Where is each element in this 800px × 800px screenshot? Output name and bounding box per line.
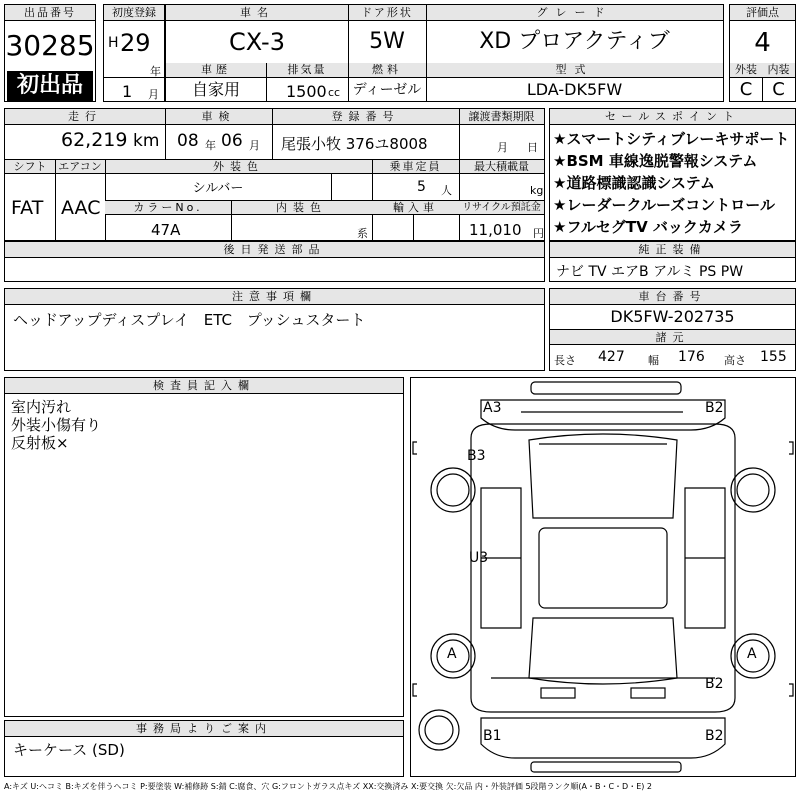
- interior-grade: C: [772, 79, 785, 100]
- interior-label: 内装: [762, 63, 795, 78]
- max-load-label: 最大積載量: [459, 160, 544, 174]
- plate-number: 尾張小牧 376ユ8008: [281, 135, 428, 153]
- office-notice-box: [4, 720, 404, 777]
- height-label: 高さ: [724, 354, 746, 367]
- door-type: 5W: [369, 29, 405, 54]
- history-label: 車歴: [166, 63, 266, 78]
- era: H: [108, 35, 119, 51]
- score: 4: [754, 28, 771, 58]
- damage-mark-b1: B1: [483, 728, 502, 744]
- length-label: 長さ: [554, 354, 576, 367]
- inspection-year-unit: 年: [205, 139, 216, 152]
- color-number: 47A: [151, 221, 181, 239]
- displacement: 1500: [286, 82, 327, 101]
- recycle-label: リサイクル預託金: [459, 201, 544, 215]
- office-notice-label: 事務局よりご案内: [5, 721, 403, 737]
- damage-mark-b3: B3: [467, 448, 486, 464]
- model-code: LDA-DK5FW: [526, 80, 623, 99]
- car-name-label: 車名: [166, 5, 348, 21]
- color-no-label: カラーNo.: [105, 201, 231, 215]
- fuel: ディーゼル: [352, 82, 422, 98]
- grade-label: グレード: [426, 5, 723, 21]
- later-parts-label: 後日発送部品: [5, 242, 544, 258]
- grade: XD プロアクティブ: [479, 29, 670, 54]
- shift-label: シフト: [5, 160, 55, 174]
- office-notice-value: キーケース (SD): [13, 741, 125, 759]
- lot-number-box: [4, 4, 96, 102]
- length: 427: [598, 349, 625, 365]
- first-listing-badge: 初出品: [7, 71, 93, 101]
- sales-point: ★BSM 車線逸脱警報システム: [553, 152, 758, 170]
- exterior-label: 外装: [730, 63, 762, 78]
- sales-point: ★レーダークルーズコントロール: [553, 196, 775, 214]
- inspection-label: 車検: [165, 109, 272, 125]
- reg-month-unit: 月: [148, 88, 159, 101]
- transfer-label: 譲渡書類期限: [459, 109, 544, 125]
- details-box: [4, 108, 545, 241]
- exterior-grade: C: [739, 79, 753, 100]
- vehicle-info-box: [165, 4, 724, 102]
- reg-year-unit: 年: [150, 65, 161, 78]
- mileage-label: 走行: [5, 109, 165, 125]
- damage-mark-b2-top: B2: [705, 400, 724, 416]
- damage-mark-a-left: A: [447, 646, 457, 662]
- damage-mark-b2-bottom: B2: [705, 728, 724, 744]
- sales-point: ★スマートシティブレーキサポート: [553, 130, 790, 148]
- inspection-year: 08: [177, 131, 199, 151]
- height: 155: [760, 349, 787, 365]
- ac-label: エアコン: [55, 160, 105, 174]
- inspector-note: 外装小傷有り: [11, 416, 102, 434]
- damage-mark-b2-mid: B2: [705, 676, 724, 692]
- notes-label: 注意事項欄: [5, 289, 544, 305]
- inspector-note: 反射板×: [11, 434, 69, 452]
- interior-color-unit: 系: [357, 227, 368, 240]
- capacity: 5: [417, 179, 426, 195]
- inspector-note: 室内汚れ: [11, 398, 72, 416]
- sales-points-label: セールスポイント: [550, 109, 795, 125]
- model-label: 型式: [426, 63, 723, 78]
- door-label: ドア形状: [348, 5, 426, 21]
- shift: FAT: [11, 197, 44, 219]
- car-body-diagram: [411, 378, 795, 776]
- displacement-label: 排気量: [266, 63, 348, 78]
- max-load-unit: kg: [530, 184, 544, 197]
- color-label: 外装色: [105, 160, 372, 174]
- displacement-unit: cc: [328, 86, 341, 99]
- notes-box: [4, 288, 545, 371]
- damage-legend: A:キズ U:ヘコミ B:キズを伴うヘコミ P:要塗装 W:補修跡 S:錆 C:腐食、穴 G:フロントガラス点キズ XX:交換済み X:要交換 欠:欠品 内・外装評価 5段階ランク順(A・B・C・D・E) 2: [4, 782, 653, 791]
- lot-number: 30285: [5, 29, 95, 62]
- air-conditioner: AAC: [61, 197, 101, 219]
- sales-point: ★フルセグTV バックカメラ: [553, 218, 743, 236]
- transfer-day-unit: 日: [527, 141, 538, 154]
- chassis-box: [549, 288, 796, 371]
- damage-mark-a3: A3: [483, 400, 502, 416]
- fuel-label: 燃料: [348, 63, 426, 78]
- car-diagram-box: [410, 377, 796, 777]
- reg-year: 29: [120, 29, 151, 57]
- damage-mark-u3: U3: [469, 550, 489, 566]
- history: 自家用: [191, 80, 240, 99]
- damage-mark-a-right: A: [747, 646, 757, 662]
- genuine-equipment-box: [549, 241, 796, 282]
- inspector-label: 検査員記入欄: [5, 378, 403, 394]
- notes-value: ヘッドアップディスプレイ ETC プッシュスタート: [13, 311, 366, 329]
- width-label: 幅: [648, 354, 659, 367]
- exterior-color: シルバー: [192, 181, 244, 196]
- car-name: CX-3: [229, 28, 285, 56]
- interior-color-label: 内装色: [231, 201, 372, 215]
- lot-number-label: 出品番号: [5, 5, 95, 21]
- first-registration-box: [103, 4, 165, 102]
- reg-month: 1: [122, 82, 133, 101]
- inspection-month: 06: [221, 131, 243, 151]
- mileage-unit: km: [133, 131, 160, 151]
- sales-point: ★道路標識認識システム: [553, 174, 715, 192]
- chassis-number: DK5FW-202735: [610, 307, 735, 326]
- import-label: 輸入車: [372, 201, 459, 215]
- genuine-equipment-label: 純正装備: [550, 242, 795, 258]
- capacity-label: 乗車定員: [372, 160, 459, 174]
- score-box: [729, 4, 796, 102]
- recycle-unit: 円: [533, 227, 544, 240]
- inspection-month-unit: 月: [249, 139, 260, 152]
- plate-label: 登録番号: [272, 109, 459, 125]
- sales-points-box: [549, 108, 796, 241]
- width: 176: [678, 349, 705, 365]
- capacity-unit: 人: [441, 184, 452, 197]
- inspector-box: [4, 377, 404, 717]
- score-label: 評価点: [730, 5, 795, 21]
- transfer-month-unit: 月: [497, 141, 508, 154]
- recycle-fee: 11,010: [469, 221, 522, 239]
- later-parts-box: [4, 241, 545, 282]
- genuine-equipment: ナビ TV エアB アルミ PS PW: [556, 264, 744, 280]
- first-registration-label: 初度登録: [104, 5, 164, 21]
- mileage: 62,219: [61, 129, 128, 151]
- chassis-label: 車台番号: [550, 289, 795, 305]
- specs-label: 諸元: [550, 329, 795, 345]
